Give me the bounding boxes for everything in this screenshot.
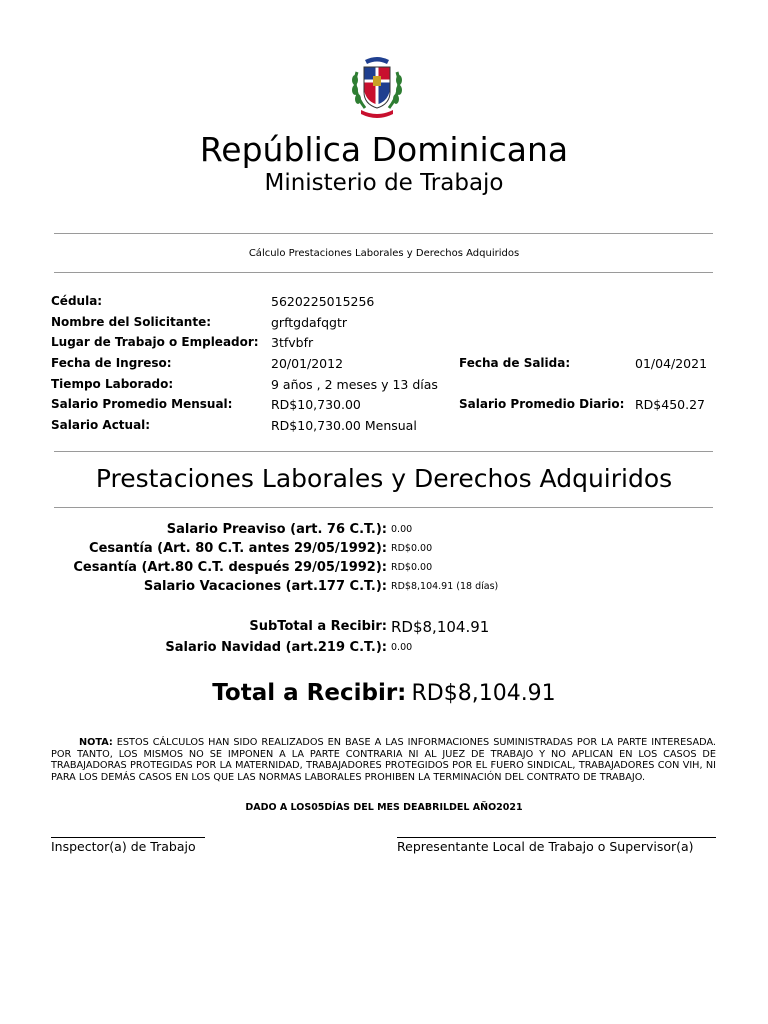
cesantia-despues-value: RD$0.00 [391, 562, 433, 573]
promedio-mensual-label: Salario Promedio Mensual: [51, 397, 233, 411]
promedio-diario-label: Salario Promedio Diario: [459, 397, 625, 411]
disclaimer-note [51, 737, 716, 783]
cedula-value: 5620225015256 [271, 294, 375, 309]
document-caption: Cálculo Prestaciones Laborales y Derechos Adquiridos [248, 248, 520, 259]
inspector-signature-line [51, 837, 205, 838]
total-row [0, 678, 768, 710]
nombre-label: Nombre del Solicitante: [51, 315, 212, 329]
salario-actual-label: Salario Actual: [51, 418, 151, 432]
lugar-value: 3tfvbfr [271, 335, 314, 350]
subtotal-value: RD$8,104.91 [391, 618, 490, 636]
salida-label: Fecha de Salida: [459, 356, 571, 370]
divider [54, 233, 713, 234]
page-subtitle: Ministerio de Trabajo [264, 170, 504, 196]
ingreso-label: Fecha de Ingreso: [51, 356, 172, 370]
vacaciones-label: Salario Vacaciones (art.177 C.T.): [143, 579, 387, 594]
vacaciones-value: RD$8,104.91 (18 días) [391, 581, 499, 592]
divider [54, 507, 713, 508]
note-label: NOTA: [79, 737, 113, 748]
salida-value: 01/04/2021 [635, 356, 708, 371]
representante-label: Representante Local de Trabajo o Supervisor(a) [397, 839, 694, 854]
tiempo-label: Tiempo Laborado: [51, 377, 174, 391]
cesantia-despues-label: Cesantía (Art.80 C.T. después 29/05/1992): [73, 560, 387, 575]
inspector-label: Inspector(a) de Trabajo [51, 839, 196, 854]
divider [54, 272, 713, 273]
ingreso-value: 20/01/2012 [271, 356, 344, 371]
divider [54, 451, 713, 452]
section-heading: Prestaciones Laborales y Derechos Adquiridos [95, 464, 673, 493]
cesantia-antes-label: Cesantía (Art. 80 C.T. antes 29/05/1992): [89, 541, 387, 556]
page-title: República Dominicana [199, 130, 569, 169]
lugar-label: Lugar de Trabajo o Empleador: [51, 335, 259, 349]
navidad-label: Salario Navidad (art.219 C.T.): [165, 640, 387, 655]
note-text: ESTOS CÁLCULOS HAN SIDO REALIZADOS EN BASE A LAS INFORMACIONES SUMINISTRADAS POR LA PARTE INTERESADA. POR TANTO, LOS MISMOS NO SE IMPONEN A LA PARTE CONTRARIA NI AL JUEZ DE TRABAJO Y NO APLICAN EN LOS CASOS DE TRABAJADORAS PROTEGIDAS POR LA MATERNIDAD, TRABAJADORES PROTEGIDOS POR EL FUERO SINDICAL, TRABAJADORES CON VIH, NI PARA LOS DEMÁS CASOS EN LOS QUE LAS NORMAS LABORALES PROHIBEN LA TERMINACIÓN DEL CONTRATO DE TRABAJO. [51, 737, 716, 783]
coat-of-arms-icon [347, 52, 407, 122]
navidad-value: 0.00 [391, 642, 413, 653]
preaviso-label: Salario Preaviso (art. 76 C.T.): [166, 522, 387, 537]
total-label: Total a Recibir: [212, 680, 407, 706]
promedio-diario-value: RD$450.27 [635, 397, 706, 412]
subtotal-label: SubTotal a Recibir: [249, 619, 387, 634]
promedio-mensual-value: RD$10,730.00 [271, 397, 361, 412]
issue-date-line: DADO A LOS05DÍAS DEL MES DEABRILDEL AÑO2021 [245, 802, 523, 813]
tiempo-value: 9 años , 2 meses y 13 días [271, 377, 438, 392]
nombre-value: grftgdafqgtr [271, 315, 347, 330]
representante-signature-line [397, 837, 716, 838]
preaviso-value: 0.00 [391, 524, 413, 535]
cedula-label: Cédula: [51, 294, 103, 308]
total-value: RD$8,104.91 [411, 681, 556, 706]
cesantia-antes-value: RD$0.00 [391, 543, 433, 554]
salario-actual-value: RD$10,730.00 Mensual [271, 418, 417, 433]
